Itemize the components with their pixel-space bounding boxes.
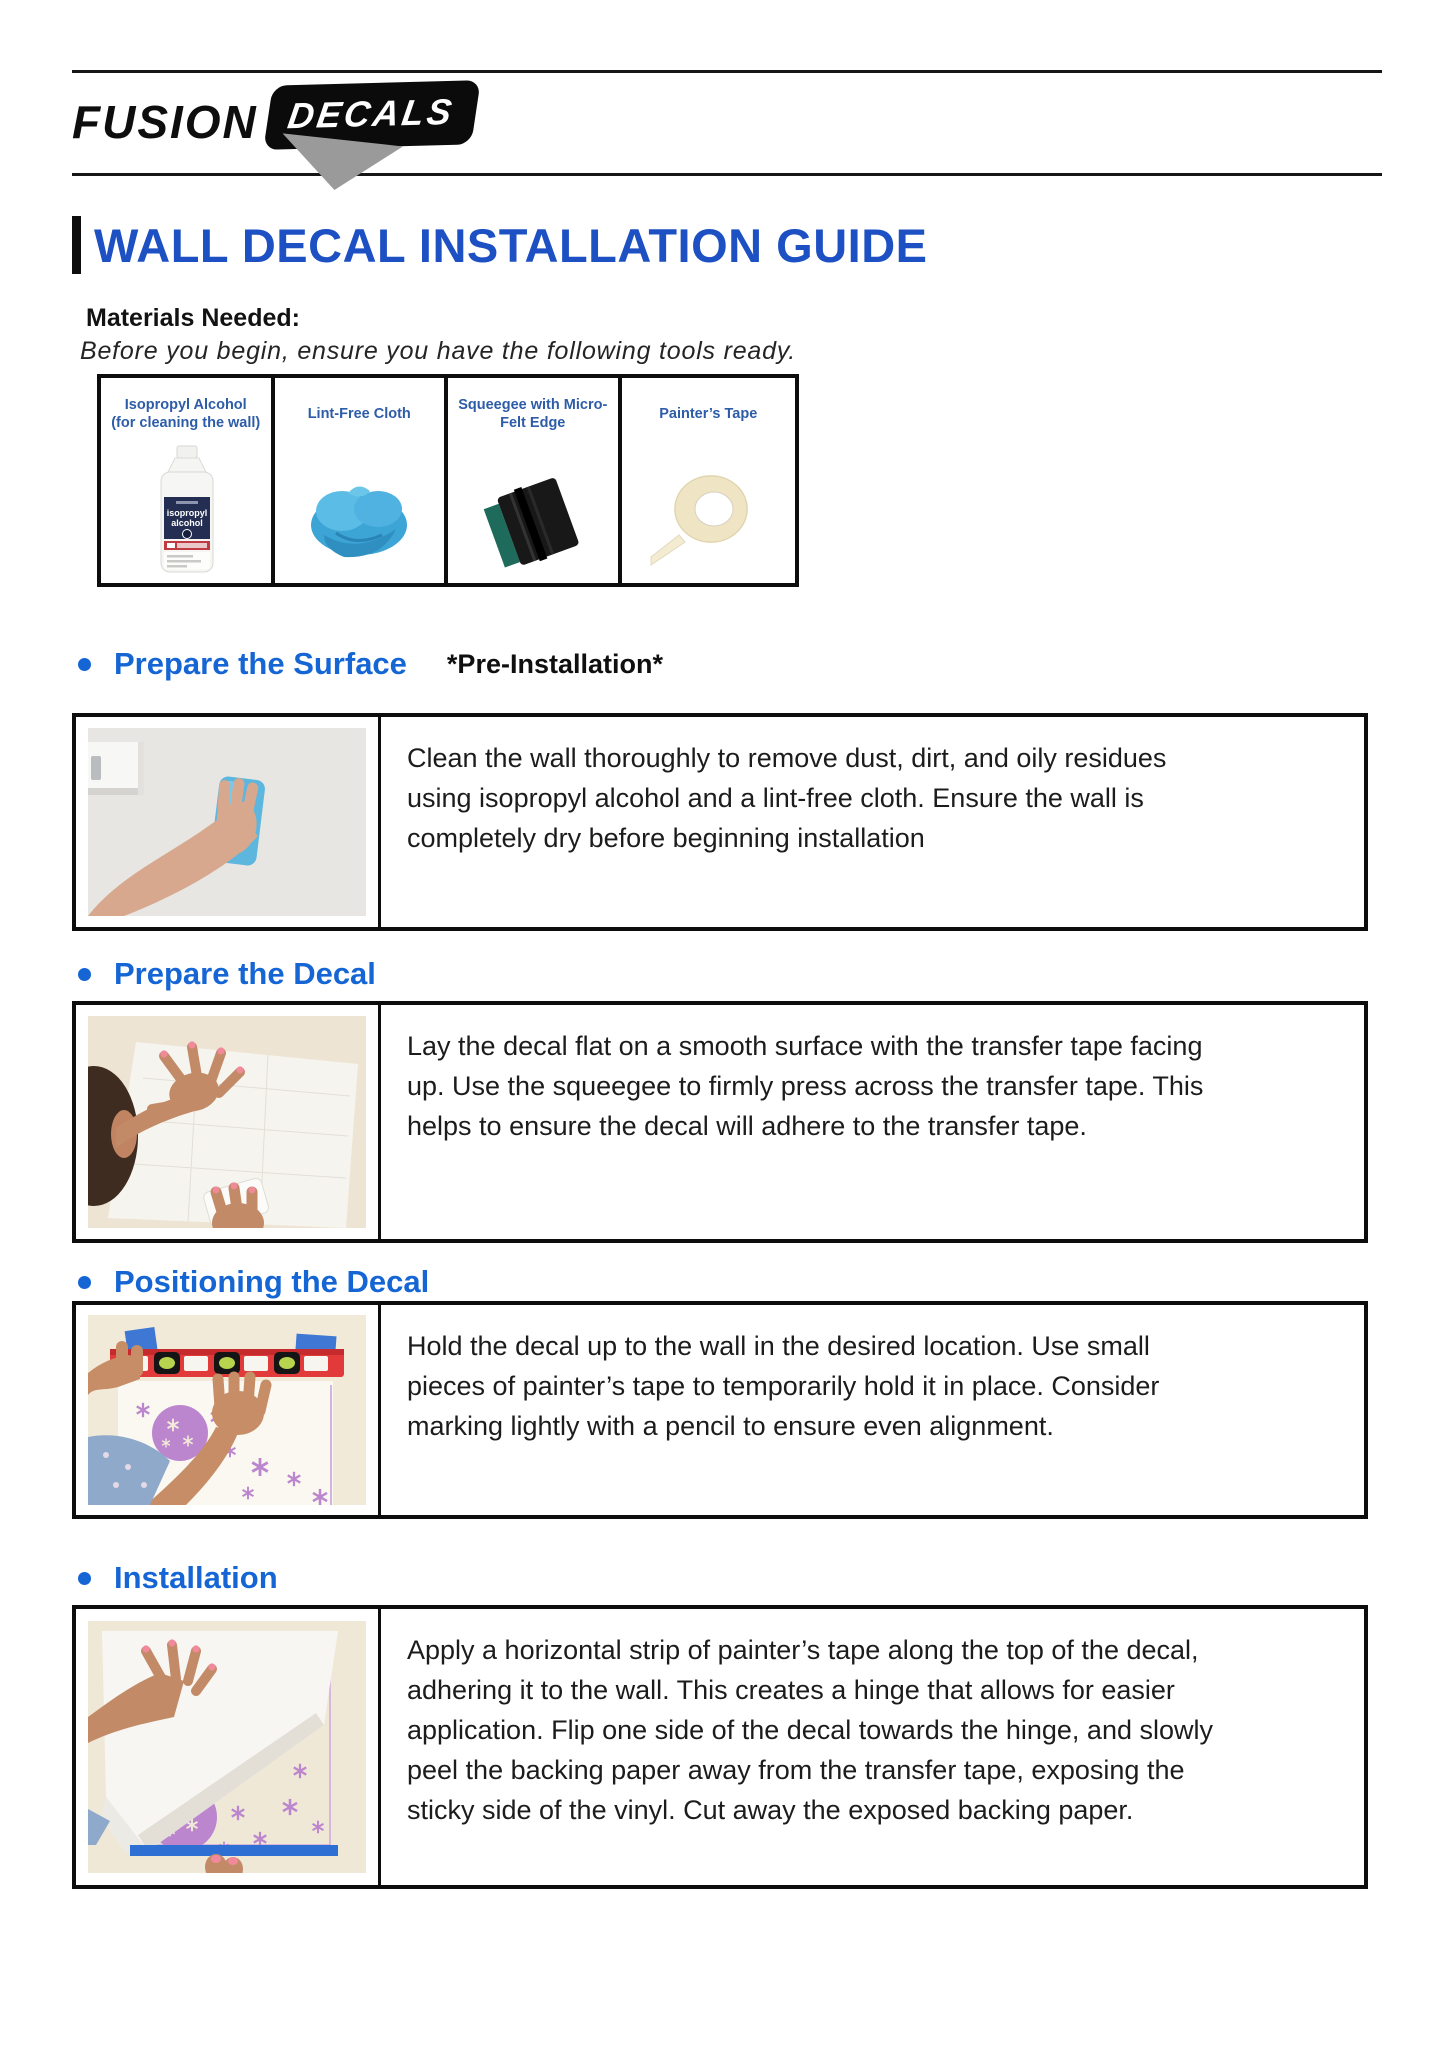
step-text: Lay the decal flat on a smooth surface with the transfer tape facing up. Use the squeegee to firmly press across the transfer tape. This helps to ensure the decal will adhere to the transfer tape. xyxy=(407,1031,1204,1141)
step-title: Installation xyxy=(114,1560,278,1595)
material-cell-tape xyxy=(622,378,796,583)
section-heading-positioning xyxy=(78,1263,1382,1301)
step-photo-pane xyxy=(76,1005,381,1239)
step-box-installation xyxy=(72,1605,1368,1889)
step-box-prepare-decal xyxy=(72,1001,1368,1243)
svg-text:alcohol: alcohol xyxy=(170,518,203,528)
step-title: Positioning the Decal xyxy=(114,1264,430,1299)
painters-tape-icon xyxy=(645,459,771,575)
logo-decals-badge xyxy=(263,80,481,150)
photo-cleaning-wall xyxy=(88,728,366,916)
logo-fold-shape xyxy=(282,130,403,191)
brand-logo xyxy=(72,73,1382,173)
step-text: Clean the wall thoroughly to remove dust, dirt, and oily residues using isopropyl alcohol and a lint-free cloth. Ensure the wall is completely dry before beginning installation xyxy=(407,743,1167,853)
material-label: Painter’s Tape xyxy=(659,406,758,422)
photo-squeegee-decal xyxy=(88,1016,366,1228)
section-heading-installation xyxy=(78,1559,1382,1597)
material-label: Lint-Free Cloth xyxy=(307,406,411,422)
squeegee-icon xyxy=(470,459,596,575)
material-label: Squeegee with Micro-Felt Edge xyxy=(458,397,608,431)
document-page xyxy=(0,70,1454,1889)
section-heading-prepare-decal xyxy=(78,955,1382,993)
logo-decals-text: DECALS xyxy=(284,90,458,137)
step-box-positioning xyxy=(72,1301,1368,1519)
step-photo-pane xyxy=(76,717,381,927)
materials-heading: Materials Needed: xyxy=(86,304,300,332)
materials-table xyxy=(97,374,799,587)
header-divider xyxy=(72,173,1382,176)
step-title: Prepare the Decal xyxy=(114,956,376,991)
materials-subheading: Before you begin, ensure you have the following tools ready. xyxy=(80,337,797,365)
step-text: Apply a horizontal strip of painter’s tape along the top of the decal, adhering it to the wall. This creates a hinge that allows for easier application. Flip one side of the decal towards the hinge, and slowly peel the backing paper away from the transfer tape, exposing the sticky side of the vinyl. Cut away the exposed backing paper. xyxy=(407,1635,1213,1825)
material-cell-isopropyl xyxy=(101,378,275,583)
bullet-icon xyxy=(78,1572,91,1585)
material-cell-cloth xyxy=(275,378,449,583)
tape-strip xyxy=(130,1845,338,1856)
step-text: Hold the decal up to the wall in the desired location. Use small pieces of painter’s tape to temporarily hold it in place. Consider marking lightly with a pencil to ensure even alignment. xyxy=(407,1331,1160,1441)
bullet-icon xyxy=(78,968,91,981)
material-cell-squeegee xyxy=(448,378,622,583)
page-title: WALL DECAL INSTALLATION GUIDE xyxy=(94,218,928,272)
material-label: Isopropyl Alcohol (for cleaning the wall) xyxy=(111,397,261,431)
bullet-icon xyxy=(78,658,91,671)
isopropyl-alcohol-bottle-icon xyxy=(131,443,241,575)
lint-free-cloth-icon xyxy=(296,463,422,575)
red-level xyxy=(110,1349,344,1377)
step-photo-pane xyxy=(76,1305,381,1515)
svg-text:isopropyl: isopropyl xyxy=(166,508,208,518)
photo-peeling-backing xyxy=(88,1621,366,1873)
section-heading-prepare-surface xyxy=(78,645,1382,683)
title-accent-bar xyxy=(72,216,81,274)
step-photo-pane xyxy=(76,1609,381,1885)
step-box-prepare-surface xyxy=(72,713,1368,931)
pre-installation-note: *Pre-Installation* xyxy=(446,648,663,679)
title-row xyxy=(72,216,1382,274)
photo-level-on-wall xyxy=(88,1315,366,1505)
step-title: Prepare the Surface xyxy=(114,646,407,681)
logo-fusion-text: FUSION xyxy=(72,96,258,148)
bullet-icon xyxy=(78,1276,91,1289)
